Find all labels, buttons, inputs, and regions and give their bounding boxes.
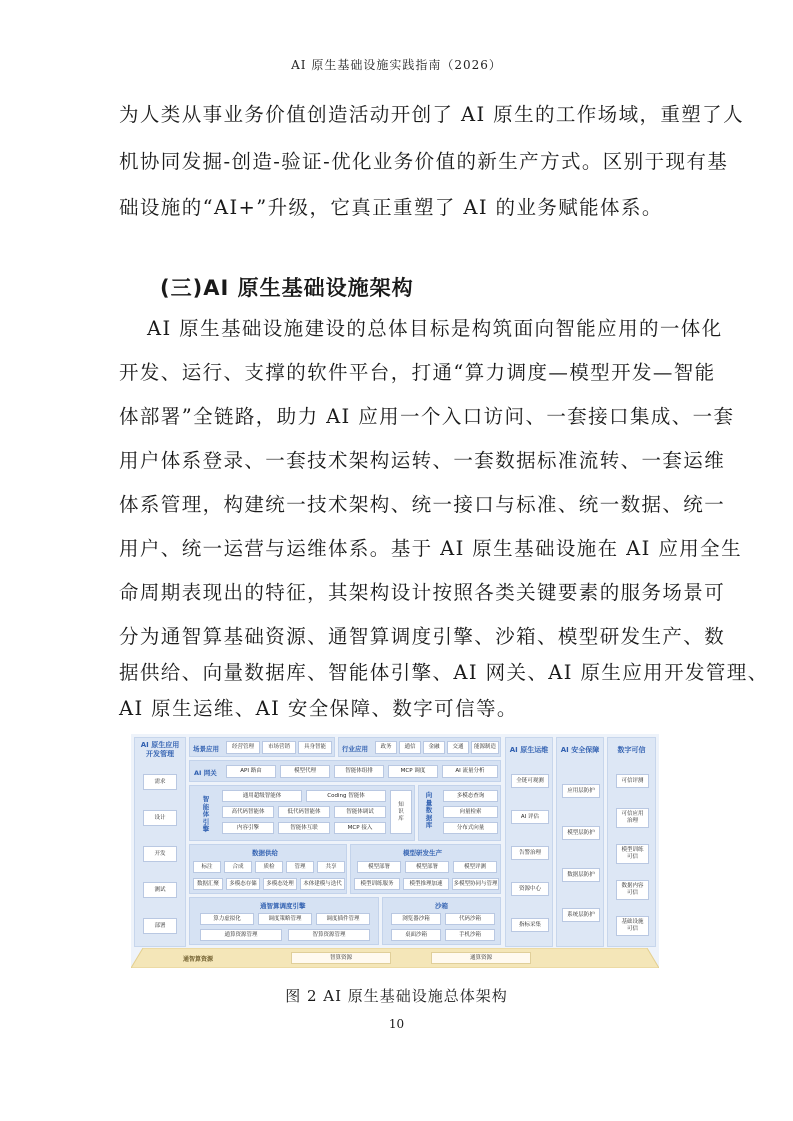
architecture-diagram (131, 734, 659, 968)
digital-trust-column (607, 737, 656, 947)
knowledge-base-box: 知识库 (390, 790, 412, 834)
gateway-item: AI 流量分析 (442, 765, 498, 778)
figure-caption: 图 2 AI 原生基础设施总体架构 (285, 987, 508, 1005)
model-item: 多模型协同与管理 (452, 878, 499, 890)
intro-line-1: 为人类从事业务价值创造活动开创了 AI 原生的工作场域，重塑了人 (119, 103, 744, 126)
scenario-item: 具身智能 (298, 741, 332, 754)
industry-item: 交通 (447, 741, 469, 754)
data-item: 数据汇聚 (193, 878, 223, 890)
agent-item: 通用超级智能体 (222, 790, 302, 802)
page-number: 10 (388, 1017, 405, 1031)
agent-item: MCP 接入 (334, 822, 386, 834)
section-heading: (三)AI 原生基础设施架构 (160, 276, 414, 300)
industry-item: 政务 (375, 741, 397, 754)
body-line-5: 体系管理，构建统一技术架构、统一接口与标准、统一数据、统一 (119, 493, 726, 516)
sandbox-item: 桌面沙箱 (391, 929, 441, 941)
ai-gateway-panel (189, 760, 501, 782)
vector-db-panel (418, 785, 501, 841)
scheduling-item: 通算资源管理 (200, 929, 282, 941)
running-header: AI 原生基础设施实践指南（2026） (291, 58, 502, 72)
industry-apps-title: 行业应用 (342, 745, 368, 753)
model-item: 模型部署 (405, 861, 449, 873)
scenario-item: 市场营销 (262, 741, 296, 754)
ops-item: 指标采集 (511, 918, 549, 932)
body-line-3: 体部署”全链路，助力 AI 应用一个入口访问、一套接口集成、一套 (119, 405, 735, 428)
ai-security-column (556, 737, 604, 947)
scheduling-engine-panel (189, 897, 379, 945)
body-line-4: 用户体系登录、一套技术架构运转、一套数据标准流转、一套运维 (119, 449, 726, 472)
model-item: 模型部署 (357, 861, 401, 873)
industry-item: 能源制造 (471, 741, 499, 754)
scenario-item: 经营管理 (226, 741, 260, 754)
app-dev-column (134, 737, 186, 947)
data-supply-title: 数据供给 (252, 849, 278, 857)
vector-db-title: 向量数据库 (425, 791, 433, 829)
security-item: 模型层防护 (562, 826, 600, 840)
ai-security-title: AI 安全保障 (560, 746, 600, 754)
ai-gateway-title: AI 网关 (194, 769, 217, 777)
scenario-apps-panel (189, 737, 335, 757)
body-line-2: 开发、运行、支撑的软件平台，打通“算力调度—模型开发—智能 (119, 361, 716, 384)
agent-item: 智能体调试 (334, 806, 386, 818)
ai-ops-column (505, 737, 553, 947)
app-dev-item: 部署 (143, 918, 177, 934)
trust-item: 数据内容可信 (616, 880, 649, 900)
model-item: 模型推理加速 (403, 878, 449, 890)
base-item: 通算资源 (431, 952, 531, 964)
data-item: 标注 (193, 861, 221, 873)
app-dev-item: 开发 (143, 846, 177, 862)
scheduling-title: 通智算调度引擎 (260, 902, 306, 910)
agent-item: Coding 智能体 (306, 790, 386, 802)
sandbox-panel (382, 897, 501, 945)
data-supply-panel (189, 844, 347, 894)
data-item: 多模态处理 (263, 878, 297, 890)
intro-line-3: 础设施的“AI+”升级，它真正重塑了 AI 的业务赋能体系。 (119, 196, 663, 219)
app-dev-item: 设计 (143, 810, 177, 826)
body-line-6: 用户、统一运营与运维体系。基于 AI 原生基础设施在 AI 应用全生 (119, 537, 742, 560)
body-line-10: AI 原生运维、AI 安全保障、数字可信等。 (119, 697, 518, 720)
trust-item: 可信应用治理 (616, 808, 649, 828)
vector-item: 多模态查询 (443, 790, 498, 802)
agent-engine-panel (189, 785, 415, 841)
agent-item: 内容引擎 (222, 822, 274, 834)
model-dev-title: 模型研发生产 (403, 849, 442, 857)
industry-item: 金融 (423, 741, 445, 754)
digital-trust-title: 数字可信 (617, 746, 646, 754)
ops-item: 资源中心 (511, 882, 549, 896)
agent-engine-title: 智能体引擎 (202, 795, 210, 833)
base-title: 通智算资源 (183, 956, 214, 963)
ops-item: AI 评估 (511, 810, 549, 824)
sandbox-item: 浏览器沙箱 (391, 913, 441, 925)
data-item: 合成 (224, 861, 252, 873)
model-item: 模型训练服务 (354, 878, 400, 890)
model-item: 模型评测 (453, 861, 497, 873)
scenario-apps-title: 场景应用 (193, 745, 219, 753)
data-item: 质检 (255, 861, 283, 873)
scheduling-item: 智算资源管理 (288, 929, 370, 941)
body-line-7: 命周期表现出的特征，其架构设计按照各类关键要素的服务场景可 (119, 581, 726, 604)
agent-item: 高代码智能体 (222, 806, 274, 818)
base-resource-platform (131, 948, 659, 968)
security-item: 应用层防护 (562, 784, 600, 798)
ai-ops-title: AI 原生运维 (509, 746, 549, 754)
agent-item: 智能体互联 (278, 822, 330, 834)
trust-item: 基础设施可信 (616, 916, 649, 936)
gateway-item: MCP 调度 (388, 765, 438, 778)
sandbox-item: 代码沙箱 (445, 913, 495, 925)
ops-item: 全链可观测 (511, 774, 549, 788)
data-item: 多模态存储 (226, 878, 260, 890)
scheduling-item: 调度插件管理 (316, 913, 370, 925)
vector-item: 分布式向量 (443, 822, 498, 834)
base-item: 智算资源 (291, 952, 391, 964)
app-dev-item: 需求 (143, 774, 177, 790)
sandbox-item: 手机沙箱 (445, 929, 495, 941)
trust-item: 可信评测 (616, 774, 649, 788)
vector-item: 向量检索 (443, 806, 498, 818)
data-item: 本体建模与迭代 (300, 878, 345, 890)
gateway-item: 智能体组排 (334, 765, 384, 778)
model-dev-panel (350, 844, 501, 894)
data-item: 共享 (317, 861, 345, 873)
intro-line-2: 机协同发掘-创造-验证-优化业务价值的新生产方式。区别于现有基 (119, 150, 729, 173)
app-dev-title: AI 原生应用开发管理 (140, 741, 180, 758)
security-item: 系统层防护 (562, 908, 600, 922)
ops-item: 告警治理 (511, 846, 549, 860)
sandbox-title: 沙箱 (435, 902, 448, 910)
scheduling-item: 算力虚拟化 (200, 913, 254, 925)
industry-item: 通信 (399, 741, 421, 754)
app-dev-item: 测试 (143, 882, 177, 898)
security-item: 数据层防护 (562, 868, 600, 882)
body-line-9: 据供给、向量数据库、智能体引擎、AI 网关、AI 原生应用开发管理、 (119, 661, 769, 684)
body-line-8: 分为通智算基础资源、通智算调度引擎、沙箱、模型研发生产、数 (119, 625, 726, 648)
trust-item: 模型训练可信 (616, 844, 649, 864)
scheduling-item: 调度策略管理 (258, 913, 312, 925)
gateway-item: API 路由 (226, 765, 276, 778)
industry-apps-panel (338, 737, 501, 757)
data-item: 管理 (286, 861, 314, 873)
agent-item: 低代码智能体 (278, 806, 330, 818)
body-line-1: AI 原生基础设施建设的总体目标是构筑面向智能应用的一体化 (147, 317, 723, 340)
gateway-item: 模型代理 (280, 765, 330, 778)
